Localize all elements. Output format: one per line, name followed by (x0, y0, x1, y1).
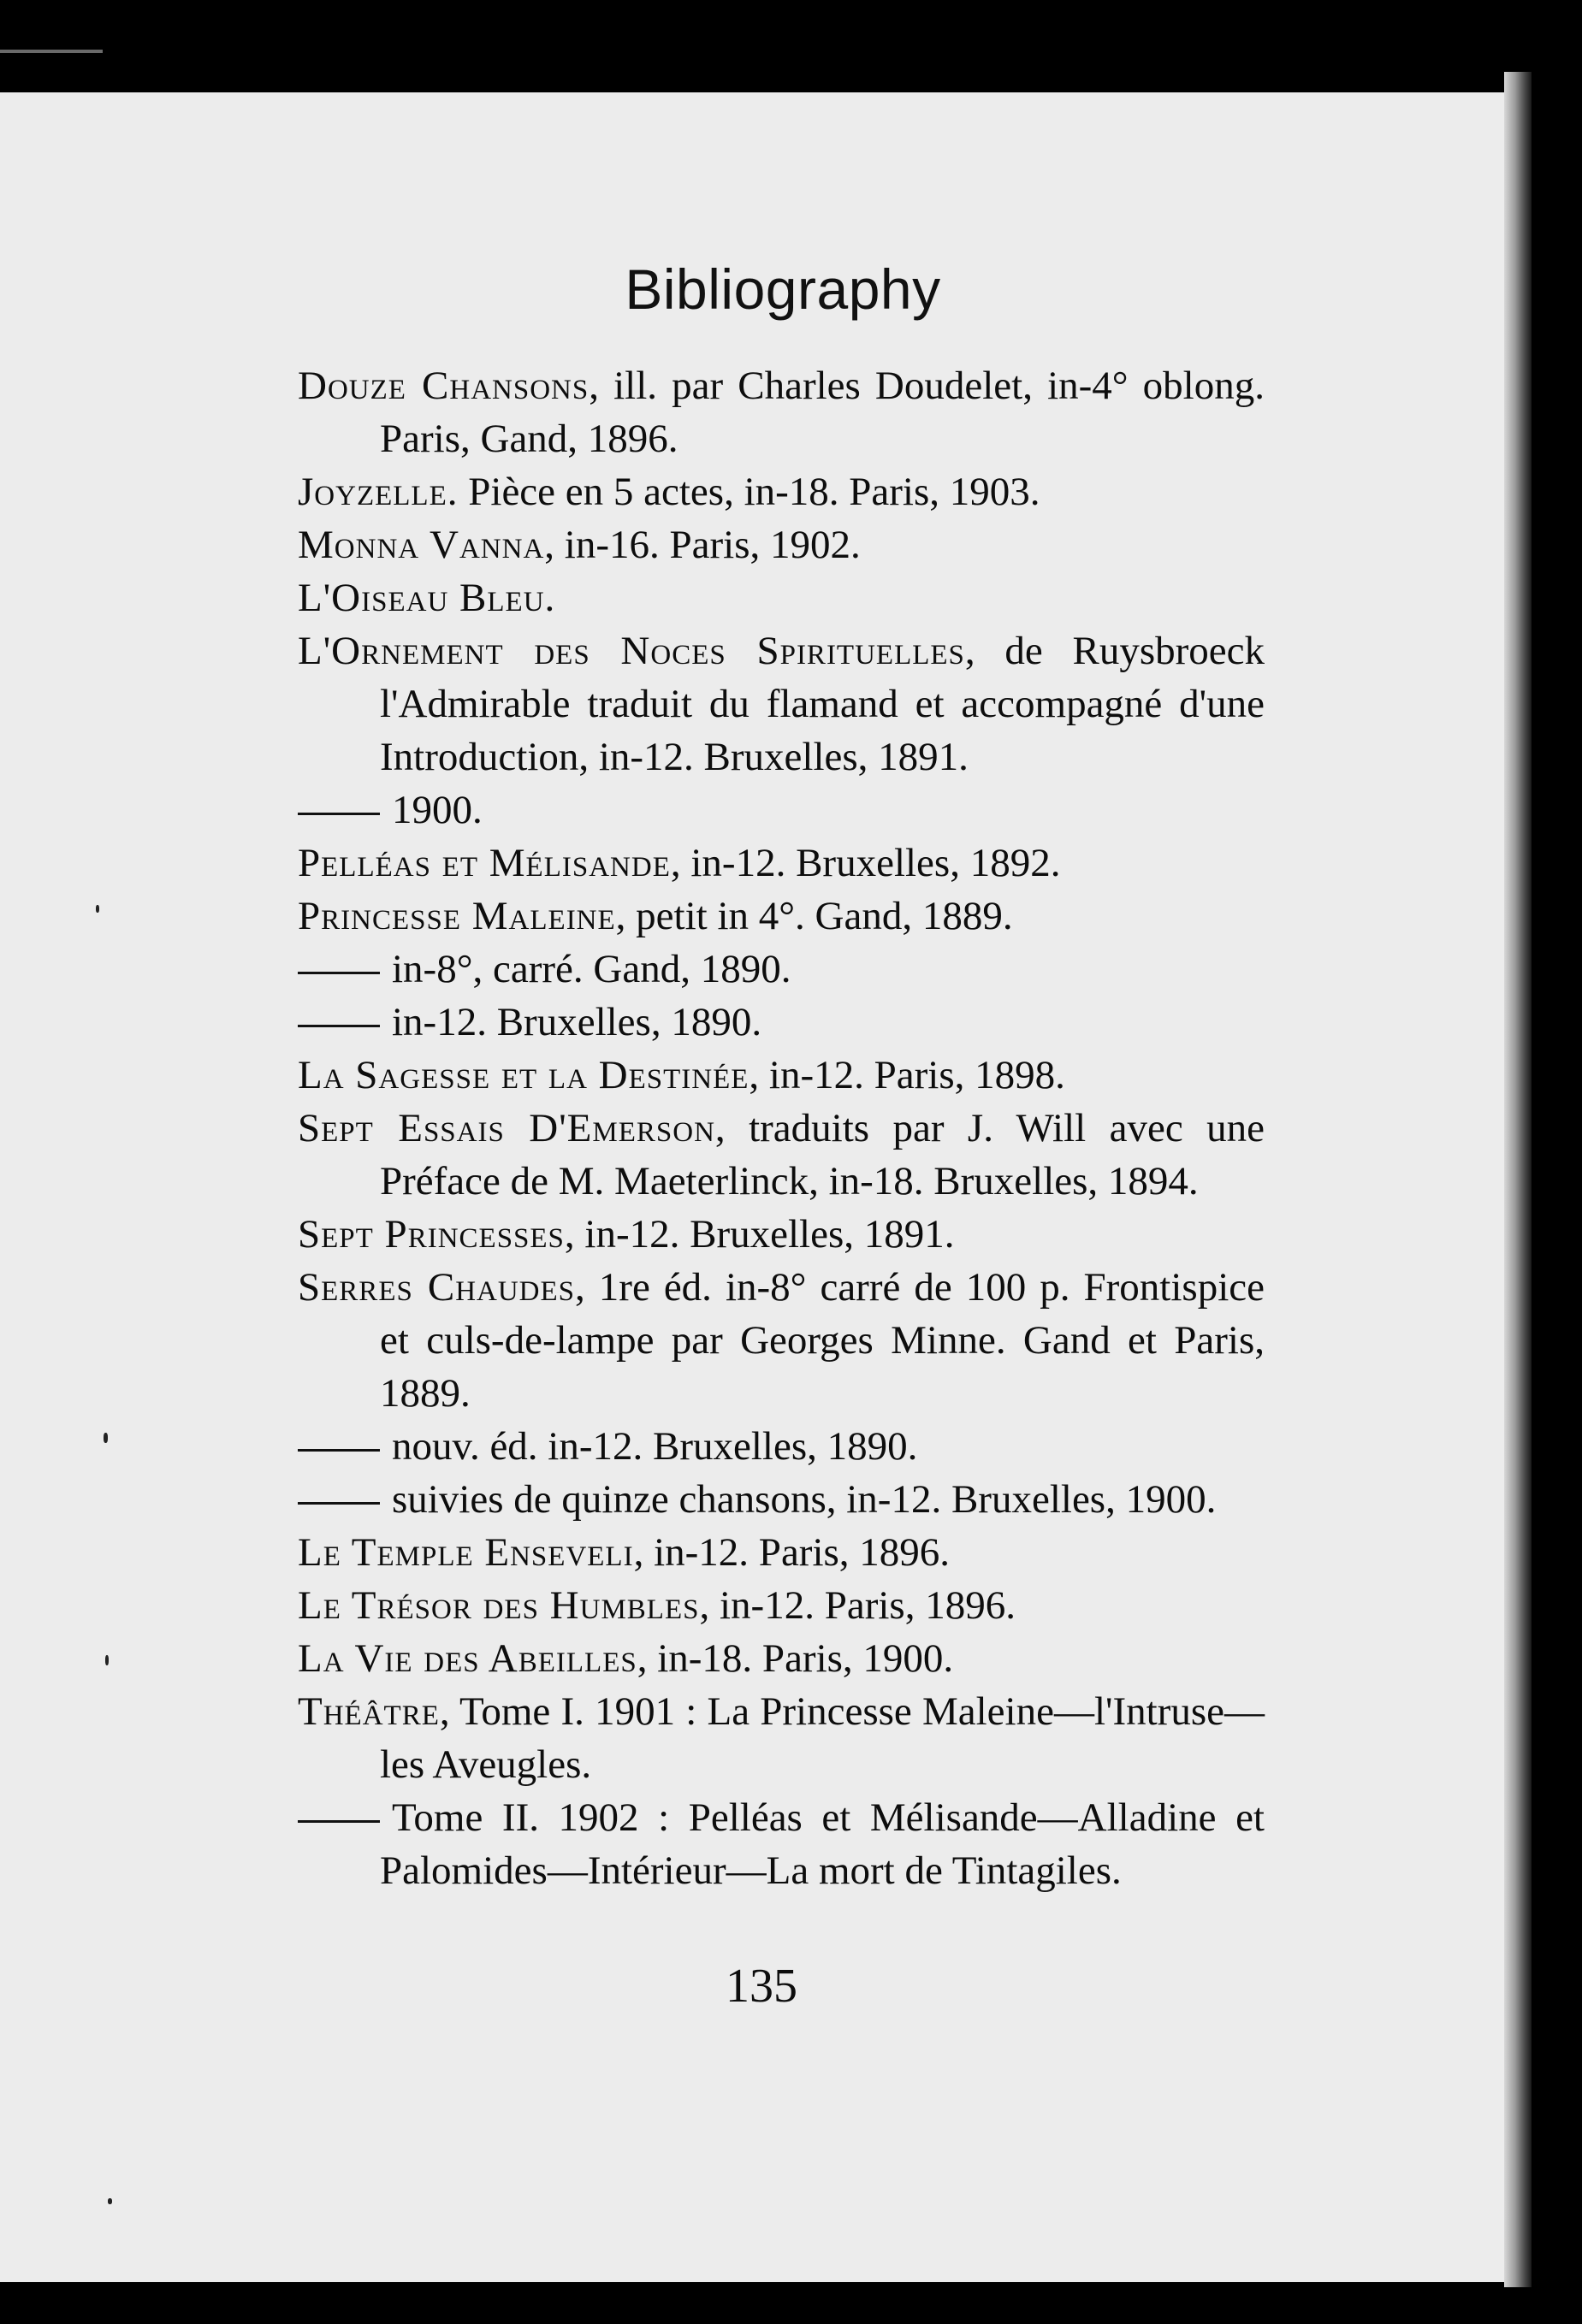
work-title: L'Oiseau Bleu. (298, 576, 556, 620)
scan-artifact (0, 50, 103, 53)
entry-details: in-8°, carré. Gand, 1890. (392, 947, 791, 991)
ditto-dash (298, 1820, 380, 1823)
page-number: 135 (726, 1960, 797, 2013)
ditto-dash (298, 1025, 380, 1027)
work-title: Sept Princesses (298, 1212, 565, 1257)
entry-details: Pièce en 5 actes, in-18. Paris, 1903. (458, 470, 1040, 514)
entry-details: , ill. par Charles Doudelet, in-4° oblong. Paris, Gand, 1896. (380, 364, 1265, 461)
ditto-dash (298, 972, 380, 974)
page-edge-shadow (1504, 72, 1532, 2287)
bibliography-entry (298, 1049, 1265, 1102)
bibliography-entry (298, 1685, 1265, 1791)
entry-details: , in-16. Paris, 1902. (544, 523, 861, 567)
bibliography-entry (298, 1473, 1265, 1526)
ditto-dash (298, 1449, 380, 1452)
work-title: Princesse Maleine (298, 894, 616, 938)
bibliography-entry (298, 1526, 1265, 1579)
entry-details: , in-12. Bruxelles, 1891. (564, 1212, 955, 1257)
margin-speck (108, 2198, 112, 2204)
work-title: Serres Chaudes (298, 1265, 576, 1310)
bibliography-entry (298, 943, 1265, 996)
entry-details: 1900. (392, 788, 483, 832)
bibliography-entry (298, 624, 1265, 784)
entry-details: , Tome I. 1901 : La Princesse Maleine—l'Intruse—les Aveugles. (380, 1689, 1265, 1787)
entry-details: , traduits par J. Will avec une Préface de M. Maeterlinck, in-18. Bruxelles, 1894. (380, 1106, 1265, 1203)
entry-details: , in-12. Paris, 1898. (749, 1053, 1065, 1097)
entry-details: nouv. éd. in-12. Bruxelles, 1890. (392, 1424, 918, 1469)
entry-details: , in-12. Bruxelles, 1892. (670, 841, 1061, 885)
work-title: La Sagesse et la Destinée (298, 1053, 750, 1097)
margin-speck (96, 905, 99, 913)
bibliography-entry (298, 837, 1265, 890)
bibliography-entry (298, 359, 1265, 465)
entry-details: , 1re éd. in-8° carré de 100 p. Frontispice et culs-de-lampe par Georges Minne. Gand et Paris, 1889. (380, 1265, 1265, 1416)
bibliography-entry (298, 1579, 1265, 1632)
work-title: L'Ornement des Noces Spirituelles (298, 629, 965, 673)
bibliography-entry (298, 1791, 1265, 1897)
margin-speck (105, 1655, 109, 1665)
work-title: Théâtre (298, 1689, 440, 1734)
entry-details: suivies de quinze chansons, in-12. Bruxelles, 1900. (392, 1477, 1217, 1522)
entry-details: Tome II. 1902 : Pelléas et Mélisande—Alladine et Palomides—Intérieur—La mort de Tintagiles. (380, 1795, 1265, 1893)
margin-speck (104, 1433, 108, 1443)
bibliography-entry (298, 465, 1265, 518)
work-title: Joyzelle. (298, 470, 459, 514)
entry-details: , petit in 4°. Gand, 1889. (615, 894, 1013, 938)
entry-details: , in-12. Paris, 1896. (633, 1530, 951, 1575)
entry-details: in-12. Bruxelles, 1890. (392, 1000, 762, 1044)
bibliography-entry (298, 890, 1265, 943)
entry-details: , de Ruysbroeck l'Admirable traduit du flamand et accompagné d'une Introduction, in-12. Bruxelles, 1891. (380, 629, 1265, 779)
bibliography-list (298, 359, 1265, 1897)
work-title: Sept Essais D'Emerson (298, 1106, 715, 1150)
bibliography-entry (298, 518, 1265, 571)
work-title: Monna Vanna (298, 523, 545, 567)
work-title: La Vie des Abeilles (298, 1636, 637, 1681)
bibliography-entry (298, 1261, 1265, 1420)
bibliography-entry (298, 996, 1265, 1049)
bibliography-entry (298, 1102, 1265, 1208)
work-title: Pelléas et Mélisande (298, 841, 671, 885)
entry-details: , in-12. Paris, 1896. (699, 1583, 1016, 1628)
page-title: Bibliography (625, 257, 941, 321)
ditto-dash (298, 1502, 380, 1505)
entry-details: , in-18. Paris, 1900. (637, 1636, 954, 1681)
bibliography-entry (298, 1632, 1265, 1685)
bibliography-entry (298, 784, 1265, 837)
work-title: Le Temple Enseveli (298, 1530, 634, 1575)
bibliography-entry (298, 571, 1265, 624)
bibliography-entry (298, 1420, 1265, 1473)
bibliography-entry (298, 1208, 1265, 1261)
work-title: Le Trésor des Humbles (298, 1583, 700, 1628)
ditto-dash (298, 813, 380, 815)
work-title: Douze Chansons (298, 364, 590, 408)
